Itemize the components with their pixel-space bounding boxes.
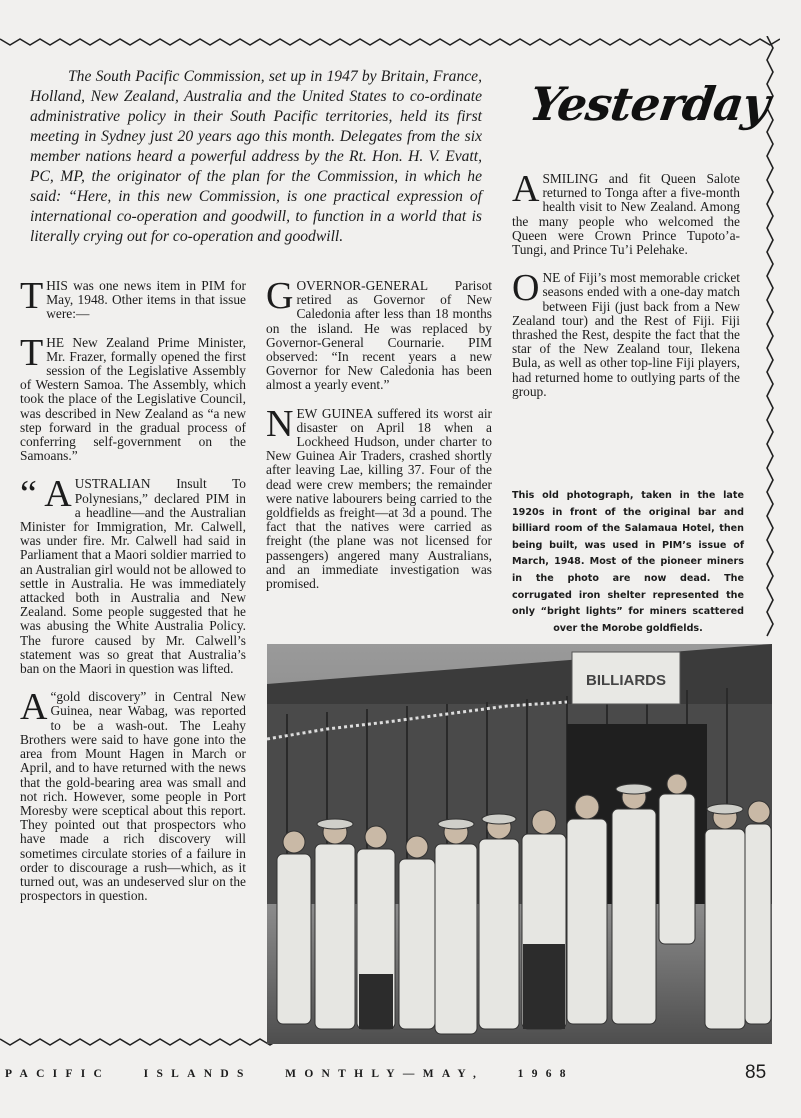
- paragraph-text: New Zealand Prime Minister, Mr. Frazer, formally opened the first session of the Legislative Assembly of Western Samoa. The Assembly, which took the place of the Legislative Council, was described in New Zealand as “a new step forward in the gradual process of conferring self-government on the Samoans.”: [20, 334, 246, 464]
- news-item: [512, 267, 740, 399]
- lead-words: EW GUINEA: [296, 405, 373, 421]
- paragraph-text: suffered its worst air disaster on April 18 when a Lockheed Hudson, under charter to New Guinea Air Traders, crashed shortly after leaving Lae, killing 37. Four of the dead were crew members; the remainder were native labourers being carried to the goldfields as freight—at 3d a pound. The fact that the natives were carried as freight (the plane was not licensed for passengers) angered many Australians, and an immediate investigation was promised.: [266, 405, 493, 592]
- drop-cap: T: [20, 275, 44, 317]
- lead-words: SMILING: [542, 171, 599, 186]
- column-middle: [266, 275, 493, 605]
- paragraph-text: “gold discovery” in Central New Guinea, near Wabag, was reported to be a wash-out. The Leahy Brothers were said to have gone into the area from Mount Hagen in March or April, and to have returned with the news that the gold-bearing area was small and not rich. However, some people in Port Moresby were sceptical about this report. They pointed out that prospectors who have made a rich discovery will sometimes circulate stories of a failure in order to discourage a rush—which, as it turned out, was an undeserved slur on the prospectors in question.: [20, 689, 246, 904]
- drop-cap: O: [512, 267, 540, 310]
- drop-cap: A: [512, 168, 540, 210]
- wavy-border-top: [0, 34, 780, 50]
- photo-illustration: [267, 644, 772, 1044]
- historical-photo: [267, 644, 772, 1044]
- paragraph-text: Parisot retired as Governor of New Caledonia after less than 18 months on the island. He was replaced by Governor-General Cournarie. PIM observed: “In recent years a new Governor for New Caledonia has been almost a yearly event.”: [266, 278, 492, 393]
- photo-sign-text: BILLIARDS: [586, 672, 666, 689]
- paragraph-text: Insult To Polynesians,” declared PIM in a headline—and the Australian Minister for Immigration, Mr. Calwell, was under fire. Mr. Calwell had said in Parliament that a Maori soldier married to an Australian girl would not be allowed to settle in Australia. He was immediately attacked both in Australia and New Zealand. Some people suggested that he was abusing the White Australia Policy. The furore caused by Mr. Calwell’s statement was so great that Australia’s ban on the Maori in question was lifted.: [20, 476, 246, 677]
- page-footer: [0, 1060, 801, 1090]
- news-item: [20, 331, 246, 464]
- drop-cap: G: [266, 275, 294, 317]
- lead-words: OVERNOR-GENERAL: [296, 278, 428, 293]
- paragraph-text: and fit Queen Salote returned to Tonga after a five-month health visit to New Zealand. Among the many people who welcomed the Queen were Crown Prince Tupoto’a-Tungi, and Prince Tu’i Pelehake.: [512, 171, 740, 258]
- drop-cap: N: [266, 402, 294, 445]
- news-item: [20, 275, 246, 322]
- lead-words: NE: [542, 270, 561, 286]
- news-item: [266, 402, 493, 592]
- column-right: [512, 168, 740, 413]
- wavy-border-bottom: [0, 1034, 280, 1050]
- intro-paragraph: The South Pacific Commission, set up in 1947 by Britain, France, Holland, New Zealand, Australia and the United States to co-ordinate administrative policy in their South Pacific territories, held its first meeting in Sydney just 20 years ago this month. Delegates from the six member nations heard a powerful address by the Rt. Hon. H. V. Evatt, PC, MP, the originator of the plan for the Commission, in which he said: “Here, in this new Commission, is one practical expression of international co-operation and goodwill, to function in a world that is literally crying out for co-operation and goodwill.: [30, 68, 482, 245]
- news-item: [20, 473, 246, 677]
- lead-words: HIS: [46, 278, 68, 293]
- drop-cap: “ A: [20, 473, 72, 516]
- news-item: [512, 168, 740, 258]
- drop-cap: T: [20, 331, 44, 374]
- paragraph-text: of Fiji’s most memorable cricket seasons ended with a one-day match between Fiji (just back from a New Zealand tour) and the Rest of Fiji. Fiji thrashed the Rest, despite the fact that the star of the New Zealand tour, Ilekena Bula, as well as other top-line Fiji players, had returned home to outlying parts of the group.: [512, 270, 740, 399]
- lead-words: USTRALIAN: [74, 476, 151, 492]
- paragraph-text: was one news item in PIM for May, 1948. Other items in that issue were:—: [46, 278, 246, 322]
- drop-cap: A: [20, 686, 48, 729]
- news-item: [20, 686, 246, 904]
- photo-caption: This old photograph, taken in the late 1920s in front of the original bar and billiard room of the Salamaua Hotel, then being built, was used in PIM’s issue of March, 1948. Most of the pioneer miners in the photo are now dead. The corrugated iron shelter represented the only “bright lights” for miners scattered over the Morobe goldfields.: [512, 490, 744, 634]
- column-left: [20, 275, 246, 917]
- lead-words: HE: [46, 334, 65, 350]
- page-number: 85: [745, 1062, 767, 1083]
- news-item: [266, 275, 492, 393]
- page-title: Yesterday: [526, 77, 773, 131]
- footer-publication: PACIFIC ISLANDS MONTHLY—MAY, 1968: [5, 1068, 574, 1080]
